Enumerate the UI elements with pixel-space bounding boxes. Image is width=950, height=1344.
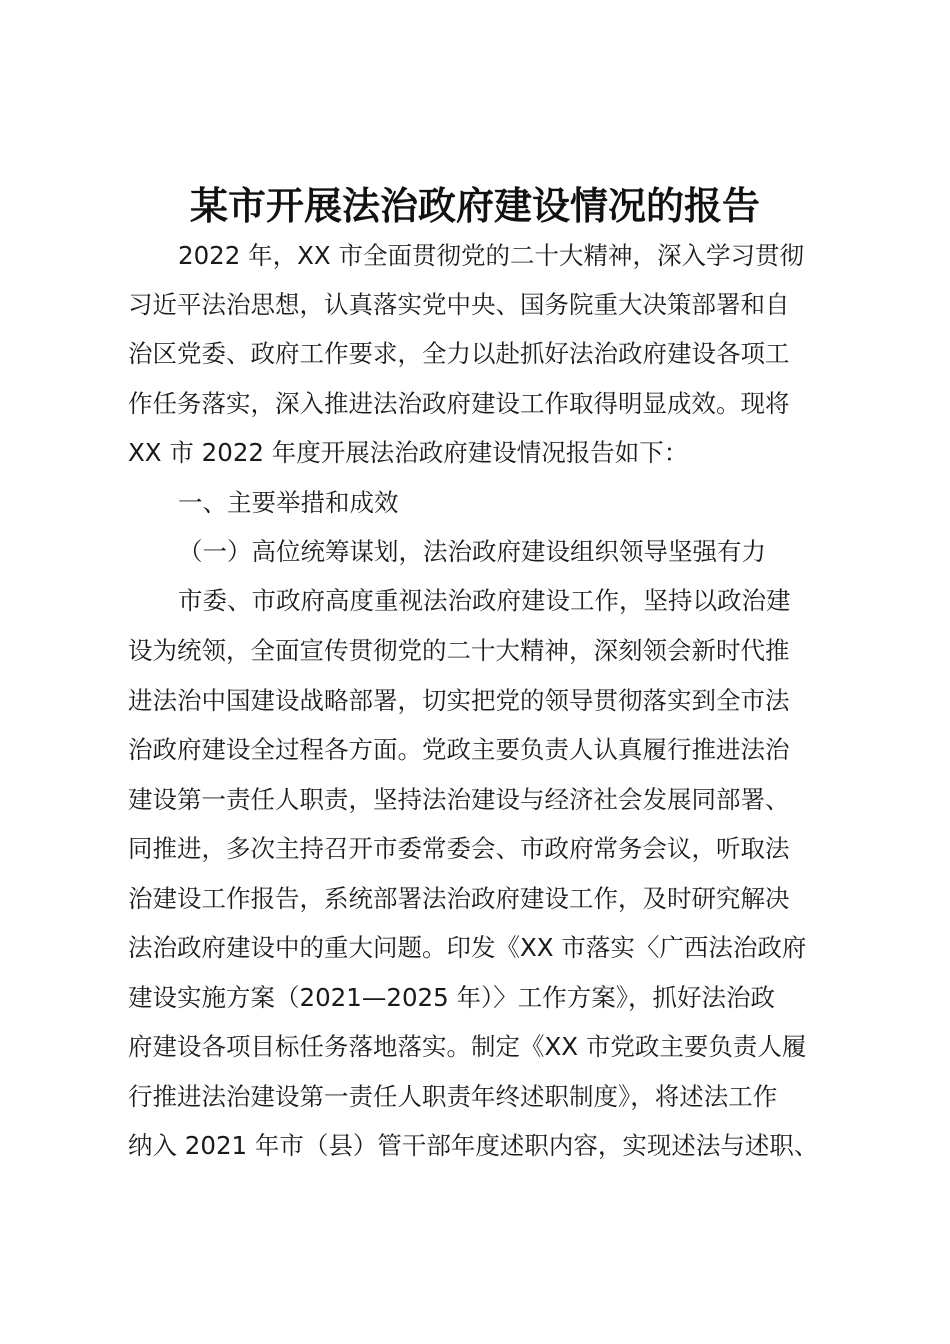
body-line: 建设第一责任人职责，坚持法治建设与经济社会发展同部署、	[128, 785, 790, 814]
document-title: 某市开展法治政府建设情况的报告	[189, 183, 760, 228]
body-line: 同推进，多次主持召开市委常委会、市政府常务会议，听取法	[128, 834, 790, 863]
body-line: 治建设工作报告，系统部署法治政府建设工作，及时研究解决	[128, 884, 790, 913]
section-heading: 一、主要举措和成效	[178, 488, 399, 517]
body-line: 府建设各项目标任务落地落实。制定《XX 市党政主要负责人履	[128, 1032, 807, 1061]
body-line: XX 市 2022 年度开展法治政府建设情况报告如下：	[128, 438, 689, 467]
body-line: 建设实施方案（2021—2025 年）〉工作方案》，抓好法治政	[128, 983, 775, 1012]
body-line: 进法治中国建设战略部署，切实把党的领导贯彻落实到全市法	[128, 686, 790, 715]
body-line: 治政府建设全过程各方面。党政主要负责人认真履行推进法治	[128, 735, 790, 764]
body-line: 作任务落实，深入推进法治政府建设工作取得明显成效。现将	[128, 389, 790, 418]
body-line: 法治政府建设中的重大问题。印发《XX 市落实〈广西法治政府	[128, 933, 807, 962]
body-line: 2022 年，XX 市全面贯彻党的二十大精神，深入学习贯彻	[178, 241, 804, 270]
body-line: 治区党委、政府工作要求，全力以赴抓好法治政府建设各项工	[128, 339, 790, 368]
body-line: 纳入 2021 年市（县）管干部年度述职内容，实现述法与述职、	[128, 1131, 819, 1160]
body-line: 行推进法治建设第一责任人职责年终述职制度》，将述法工作	[128, 1082, 778, 1111]
body-line: 习近平法治思想，认真落实党中央、国务院重大决策部署和自	[128, 290, 790, 319]
subsection-heading: （一）高位统筹谋划，法治政府建设组织领导坚强有力	[178, 537, 766, 566]
body-line: 市委、市政府高度重视法治政府建设工作，坚持以政治建	[178, 586, 791, 615]
body-line: 设为统领，全面宣传贯彻党的二十大精神，深刻领会新时代推	[128, 636, 790, 665]
